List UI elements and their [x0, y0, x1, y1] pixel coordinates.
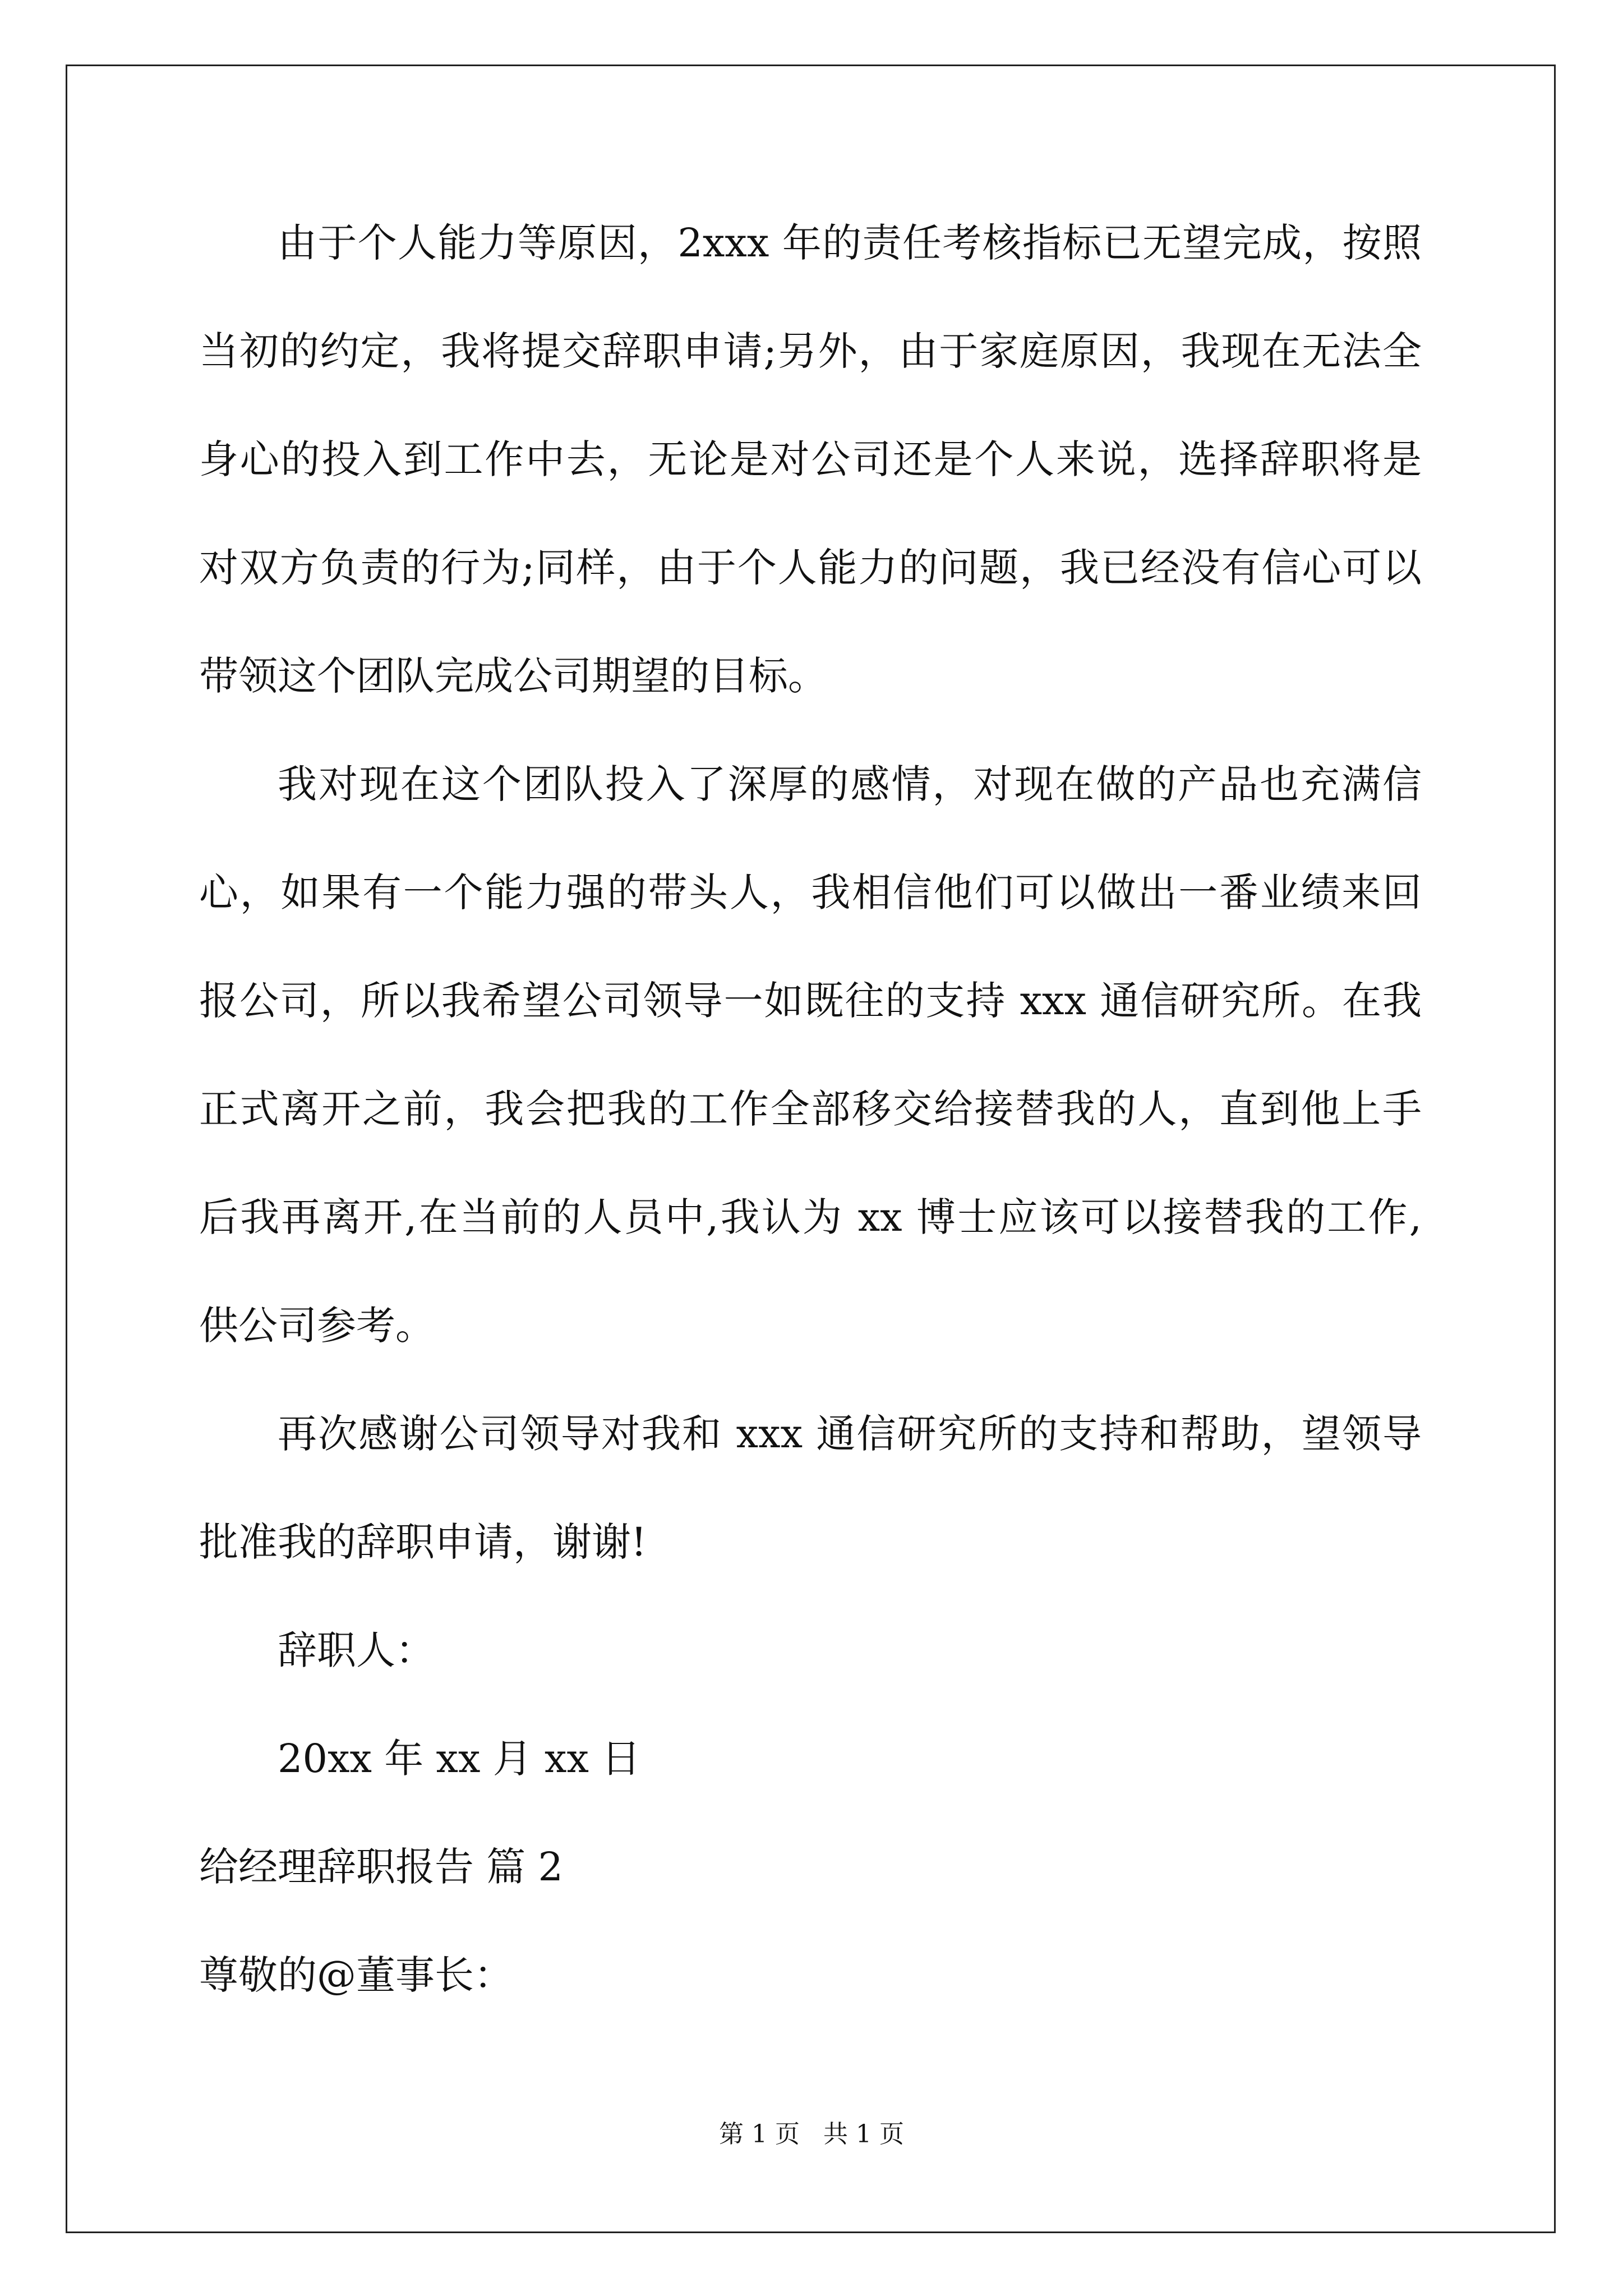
- paragraph2-line-3: 报公司，所以我希望公司领导一如既往的支持 xxx 通信研究所。在我: [199, 978, 1422, 1024]
- section-title: 给经理辞职报告 篇 2: [199, 1844, 564, 1890]
- signature-date: 20xx 年 xx 月 xx 日: [278, 1736, 641, 1782]
- page-border: [66, 65, 1556, 2233]
- paragraph1-line-3: 身心的投入到工作中去，无论是对公司还是个人来说，选择辞职将是: [199, 436, 1422, 482]
- paragraph1-line-1: 由于个人能力等原因，2xxx 年的责任考核指标已无望完成，按照: [278, 220, 1422, 266]
- paragraph2-line-5: 后我再离开,在当前的人员中,我认为 xx 博士应该可以接替我的工作,: [199, 1194, 1422, 1240]
- paragraph1-line-2: 当初的约定，我将提交辞职申请;另外，由于家庭原因，我现在无法全: [199, 328, 1422, 374]
- paragraph2-line-4: 正式离开之前，我会把我的工作全部移交给接替我的人，直到他上手: [199, 1086, 1422, 1132]
- paragraph1-line-5: 带领这个团队完成公司期望的目标。: [199, 653, 827, 699]
- paragraph3-line-1: 再次感谢公司领导对我和 xxx 通信研究所的支持和帮助，望领导: [278, 1411, 1422, 1457]
- paragraph2-line-6: 供公司参考。: [199, 1303, 435, 1349]
- paragraph2-line-1: 我对现在这个团队投入了深厚的感情，对现在做的产品也充满信: [278, 761, 1422, 807]
- page-footer: 第 1 页 共 1 页: [719, 2120, 904, 2148]
- paragraph3-line-2: 批准我的辞职申请，谢谢!: [199, 1519, 647, 1565]
- paragraph1-line-4: 对双方负责的行为;同样，由于个人能力的问题，我已经没有信心可以: [199, 545, 1422, 591]
- paragraph2-line-2: 心，如果有一个能力强的带头人，我相信他们可以做出一番业绩来回: [199, 869, 1422, 915]
- signature-label: 辞职人：: [278, 1627, 435, 1673]
- salutation: 尊敬的@董事长：: [199, 1952, 513, 1998]
